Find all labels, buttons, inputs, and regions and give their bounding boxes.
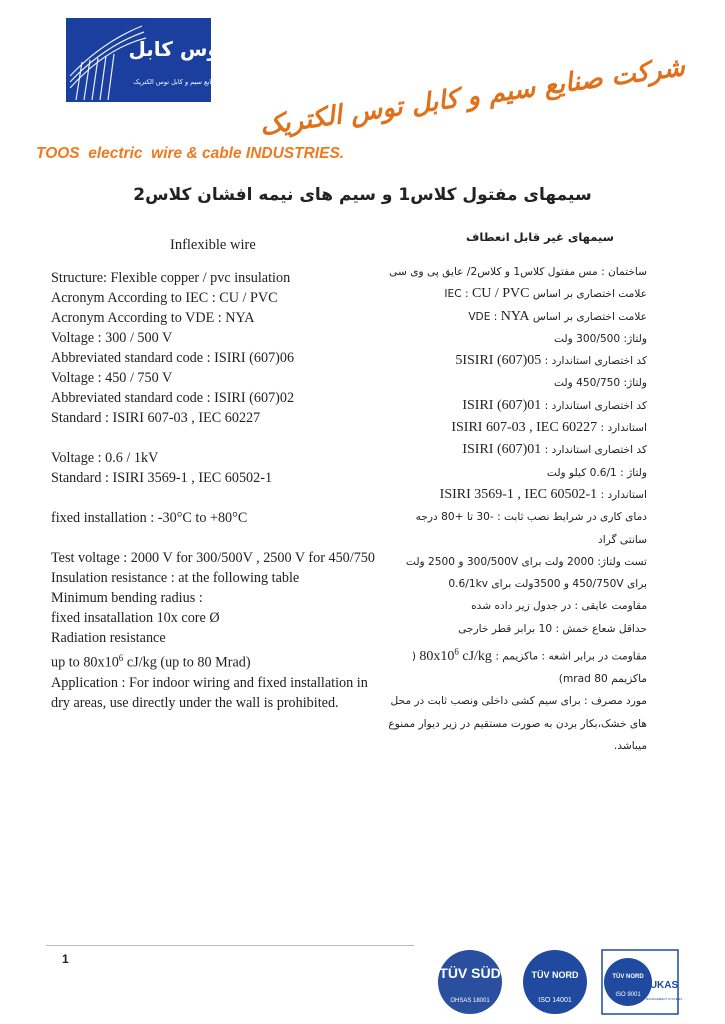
fa-section-heading: سیمهای غیر قابل انعطاف (466, 230, 614, 244)
spec-line: Application : For indoor wiring and fixed installation in dry areas, use directly under the wall is prohibited. (51, 674, 368, 711)
spec-line: Structure: Flexible copper / pvc insulation (51, 270, 291, 286)
footer-divider (46, 945, 414, 946)
spec-line: ولتاژ: 450/750 ولت (554, 377, 647, 390)
cert-name: TÜV SÜD (439, 965, 501, 981)
english-spec-column (51, 268, 381, 713)
spec-line: حداقل شعاع خمش : 10 برابر قطر خارجی (458, 622, 647, 635)
logo-subtext: صنایع سیم و کابل توس الکتریک (133, 78, 219, 86)
spec-line: مقاومت عایقی : در جدول زیر داده شده (471, 600, 647, 613)
radiation-unit: cJ/kg (up to 80 Mrad) (123, 654, 251, 671)
spec-line: Voltage : 0.6 / 1kV (51, 450, 159, 466)
brand-name-en: TOOS electric wire & cable INDUSTRIES. (36, 145, 345, 162)
spec-line: fixed installation : -30°C to +80°C (51, 510, 248, 526)
spacer (51, 528, 381, 548)
cert-name: UKAS (649, 980, 679, 991)
spec-line: استاندارد : ISIRI 3569-1 , IEC 60502-1 (439, 486, 647, 502)
spec-line: تست ولتاژ: 2000 ولت برای 300/500V و 2500 ولت برای 450/750V و 3500ولت برای 0.6/1kv (405, 555, 647, 591)
spec-line: fixed insatallation 10x core Ø (51, 610, 220, 626)
cert-name: TÜV NORD (531, 970, 579, 980)
page-title: سیمهای مفتول کلاس1 و سیم های نیمه افشان کلاس2 (133, 185, 592, 205)
spec-line: Radiation resistance (51, 630, 166, 646)
spec-line: ولتاژ : 0.6/1 کیلو ولت (546, 466, 647, 479)
page-number: 1 (62, 952, 69, 966)
spec-line: Minimum bending radius : (51, 590, 203, 606)
spec-line: مقاومت در برابر اشعه : ماکزیمم : $80x10^6$ cJ/kg ( ماکزیمم 80 mrad) (411, 646, 647, 685)
logo-text: توس کابل (128, 37, 228, 61)
spec-line (51, 648, 381, 673)
spec-line: کد اختصاری استاندارد : 5ISIRI (607)05 (455, 353, 647, 369)
spec-line: Test voltage : 2000 V for 300/500V , 2500 V for 450/750 (51, 550, 375, 566)
spec-line: استاندارد : ISIRI 607-03 , IEC 60227 (451, 420, 647, 436)
tuv-nord-iso9001-logo (600, 948, 683, 1016)
persian-spec-column (387, 261, 647, 757)
spec-line: Acronym According to IEC : CU / PVC (51, 290, 278, 306)
spec-line: علامت اختصاری بر اساس IEC : CU / PVC (444, 286, 647, 302)
tuv-sud-cert-logo (430, 948, 510, 1016)
spec-line: Standard : ISIRI 607-03 , IEC 60227 (51, 410, 261, 426)
spec-line: کد اختصاری استاندارد : ISIRI (607)01 (462, 442, 647, 458)
brand-name-fa: شرکت صنایع سیم و کابل توس الکتریک (258, 52, 688, 142)
spec-line: دمای کاری در شرایط نصب ثابت : -30 تا +80 درجه سانتی گراد (415, 511, 647, 546)
cert-sub: OHSAS 18001 (450, 998, 490, 1004)
spacer (51, 488, 381, 508)
spec-line: مورد مصرف : برای سیم کشی داخلی ونصب ثابت در محل های خشک،بکار بردن به صورت مستقیم در زیر دیوار ممنوع میباشد. (388, 695, 647, 752)
cert-sub: ISO 14001 (538, 997, 572, 1004)
en-section-heading: Inflexible wire (170, 237, 256, 253)
radiation-value: up to 80x10 (51, 654, 119, 671)
exponent: 6 (118, 653, 124, 663)
company-logo (66, 18, 228, 102)
spec-line: ولتاژ: 300/500 ولت (554, 332, 647, 345)
spec-line: Voltage : 300 / 500 V (51, 330, 173, 346)
spec-line: Standard : ISIRI 3569-1 , IEC 60502-1 (51, 470, 273, 486)
spacer (51, 428, 381, 448)
spec-line: Insulation resistance : at the following table (51, 570, 300, 586)
spec-line: Abbreviated standard code : ISIRI (607)06 (51, 350, 295, 366)
spec-line: ساختمان : مس مفتول کلاس1 و کلاس2/ عایق پی وی سی (389, 266, 647, 278)
tuv-nord-iso14001-logo (515, 948, 595, 1016)
spec-line: Voltage : 450 / 750 V (51, 370, 173, 386)
cert-name: TÜV NORD (612, 974, 644, 980)
spec-line: کد اختصاری استاندارد : ISIRI (607)01 (462, 397, 647, 413)
spec-line: Acronym According to VDE : NYA (51, 310, 255, 326)
cert-sub: ISO 9001 (615, 992, 641, 998)
spec-line: علامت اختصاری بر اساس VDE : NYA (468, 308, 647, 324)
cert-sub: MANAGEMENT SYSTEMS (645, 997, 683, 1001)
spec-line: Abbreviated standard code : ISIRI (607)02 (51, 390, 295, 406)
